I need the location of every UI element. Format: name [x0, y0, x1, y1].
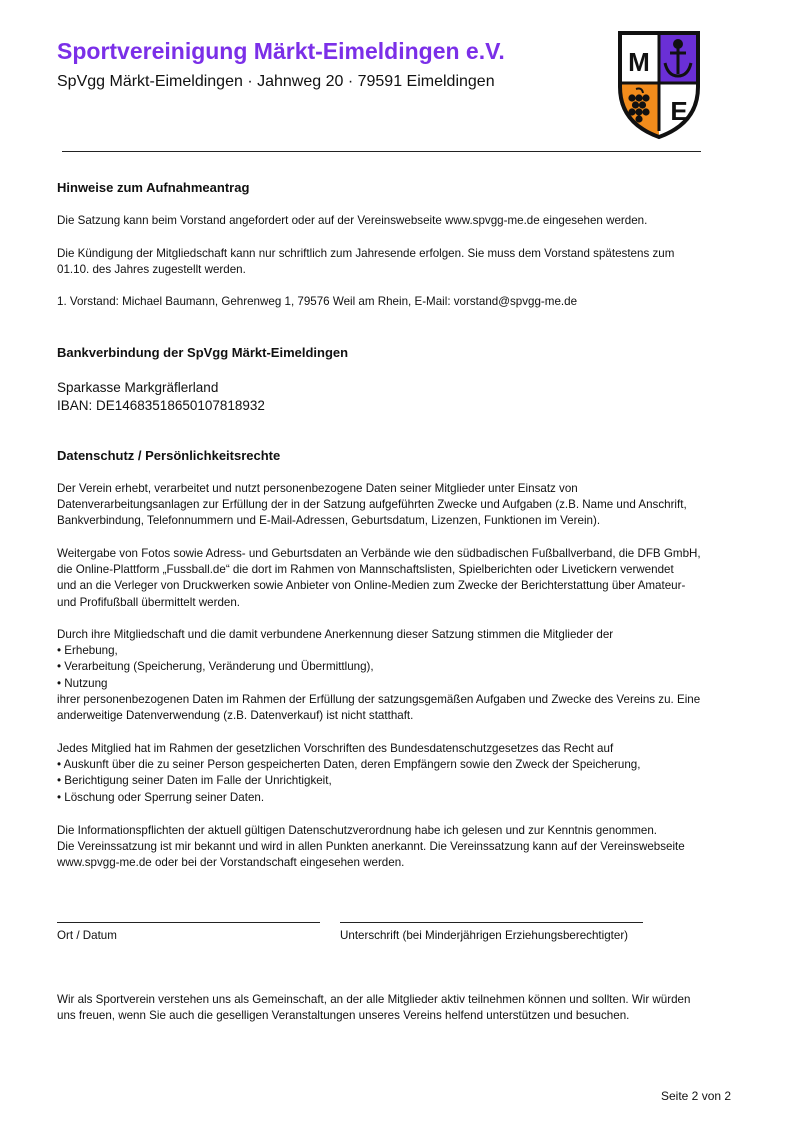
- text-line: uns freuen, wenn Sie auch die geselligen Veranstaltungen unseres Vereins helfend unterstützen und besuchen.: [57, 1009, 630, 1023]
- text-line: die Online-Plattform „Fussball.de“ die dort im Rahmen von Mannschaftslisten, Spielberichten oder Livetickern verwendet: [57, 563, 674, 577]
- bank-name: Sparkasse Markgräflerland: [57, 380, 219, 395]
- text-line: Wir als Sportverein verstehen uns als Gemeinschaft, an der alle Mitglieder aktiv teilnehmen können und sollten. Wir würden: [57, 993, 691, 1006]
- text-line: Die Kündigung der Mitgliedschaft kann nur schriftlich zum Jahresende erfolgen. Sie muss dem Vorstand spätestens zum: [57, 247, 675, 260]
- bullet-item: • Auskunft über die zu seiner Person gespeicherten Daten, deren Empfängern sowie den Zweck der Speicherung,: [57, 758, 641, 772]
- text-line: Die Vereinssatzung ist mir bekannt und wird in allen Punkten anerkannt. Die Vereinssatzung kann auf der Vereinswebseite: [57, 840, 685, 854]
- text-line: Datenverarbeitungsanlagen zur Erfüllung der in der Satzung aufgeführten Zwecke und Aufgaben (z.B. Name und Anschrift,: [57, 498, 687, 512]
- text-line: Weitergabe von Fotos sowie Adress- und Geburtsdaten an Verbände wie den südbadischen Fußballverband, die DFB GmbH,: [57, 547, 701, 560]
- datenschutz-paragraph-4: [57, 741, 737, 806]
- bullet-item: • Erhebung,: [57, 644, 118, 658]
- section-heading-bank: Bankverbindung der SpVgg Märkt-Eimeldingen: [57, 345, 349, 360]
- datenschutz-paragraph-1: [57, 481, 737, 530]
- hinweise-satzung-text: Die Satzung kann beim Vorstand angefordert oder auf der Vereinswebseite www.spvgg-me.de eingesehen werden.: [57, 214, 648, 227]
- hinweise-kuendigung-text: [57, 246, 737, 278]
- text-line: Bankverbindung, Telefonnummern und E-Mail-Adressen, Geburtsdatum, Lizenzen, Funktionen im Verein).: [57, 514, 601, 528]
- bullet-item: • Nutzung: [57, 676, 108, 690]
- bullet-item: • Berichtigung seiner Daten im Falle der Unrichtigkeit,: [57, 774, 332, 788]
- bullet-item: • Löschung oder Sperrung seiner Daten.: [57, 790, 265, 804]
- text-line: und Profifußball übermittelt werden.: [57, 595, 241, 609]
- section-heading-datenschutz: Datenschutz / Persönlichkeitsrechte: [57, 448, 281, 463]
- hinweise-vorstand-text: 1. Vorstand: Michael Baumann, Gehrenweg 1, 79576 Weil am Rhein, E-Mail: vorstand@spvgg-me.de: [57, 295, 578, 308]
- text-line: und an die Verleger von Druckwerken sowie Anbieter von Online-Medien zum Zwecke der Berichterstattung über Amateur-: [57, 579, 686, 593]
- text-line: Jedes Mitglied hat im Rahmen der gesetzlichen Vorschriften des Bundesdatenschutzgesetzes das Recht auf: [57, 742, 614, 755]
- header-divider: [62, 151, 701, 152]
- place-date-label: Ort / Datum: [57, 929, 117, 942]
- text-line: anderweitige Datenverwendung (z.B. Datenverkauf) ist nicht statthaft.: [57, 709, 414, 723]
- text-line: Der Verein erhebt, verarbeitet und nutzt personenbezogene Daten seiner Mitglieder unter Einsatz von: [57, 482, 578, 495]
- bullet-item: • Verarbeitung (Speicherung, Veränderung und Übermittlung),: [57, 660, 374, 674]
- closing-paragraph: [57, 992, 737, 1024]
- bank-iban: IBAN: DE14683518650107818932: [57, 398, 265, 413]
- club-address: SpVgg Märkt-Eimeldingen · Jahnweg 20 · 79591 Eimeldingen: [57, 73, 495, 90]
- place-date-line[interactable]: [57, 922, 320, 923]
- club-logo: [612, 27, 706, 140]
- text-line: Durch ihre Mitgliedschaft und die damit verbundene Anerkennung dieser Satzung stimmen die Mitglieder der: [57, 628, 614, 641]
- datenschutz-paragraph-2: [57, 546, 737, 611]
- signature-line[interactable]: [340, 922, 643, 923]
- datenschutz-paragraph-3: [57, 627, 737, 724]
- text-line: ihrer personenbezogenen Daten im Rahmen der Erfüllung der satzungsgemäßen Aufgaben und Zwecke des Vereins zu. Eine: [57, 692, 701, 706]
- text-line: Die Informationspflichten der aktuell gültigen Datenschutzverordnung habe ich gelesen und zur Kenntnis genommen.: [57, 824, 658, 837]
- logo-letter-e: E: [670, 96, 688, 126]
- section-heading-hinweise: Hinweise zum Aufnahmeantrag: [57, 180, 250, 195]
- signature-label: Unterschrift (bei Minderjährigen Erziehungsberechtigter): [340, 929, 629, 942]
- text-line: www.spvgg-me.de oder bei der Vorstandschaft eingesehen werden.: [57, 856, 405, 870]
- text-line: 01.10. des Jahres zugestellt werden.: [57, 263, 246, 277]
- logo-letter-m: M: [628, 47, 650, 77]
- page-number: Seite 2 von 2: [661, 1089, 732, 1103]
- datenschutz-paragraph-5: [57, 823, 737, 872]
- club-title: Sportvereinigung Märkt-Eimeldingen e.V.: [57, 38, 505, 64]
